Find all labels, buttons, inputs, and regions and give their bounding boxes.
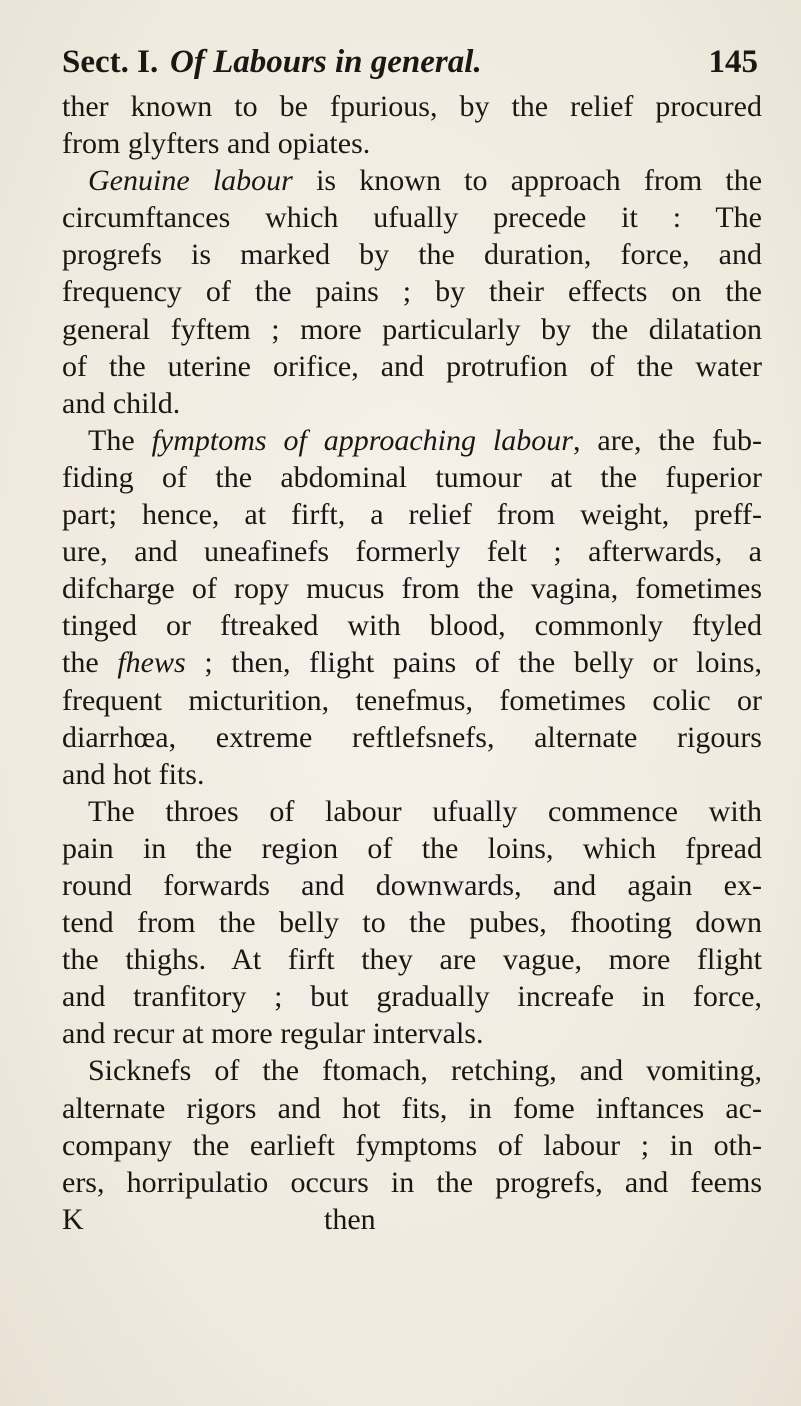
text-line <box>62 422 762 459</box>
text-line <box>62 682 762 719</box>
line-text: tend from the belly to the pubes, fhooting down <box>62 906 762 940</box>
line-lead: The <box>88 423 152 457</box>
line-text: , are, the fub- <box>572 423 762 457</box>
line-text: The throes of labour ufually commence with <box>88 794 762 828</box>
italic-phrase: Genuine labour <box>88 164 293 198</box>
line-text: part; hence, at firft, a relief from weight, preff- <box>62 498 762 532</box>
text-line <box>62 867 762 904</box>
text-line <box>62 125 762 162</box>
line-text: diarrhœa, extreme reftlefsnefs, alternate rigours <box>62 720 762 754</box>
text-line <box>62 236 762 273</box>
running-header <box>52 44 758 84</box>
text-line <box>62 88 762 125</box>
text-line <box>62 1127 762 1164</box>
line-text: is known to approach from the <box>292 164 763 198</box>
text-line <box>62 459 762 496</box>
text-line <box>62 1015 762 1052</box>
signature-mark: K <box>62 1202 84 1236</box>
text-line <box>62 385 762 422</box>
line-lead: the <box>62 646 118 680</box>
line-text: ers, horripulatio occurs in the progrefs, and feems <box>62 1165 762 1199</box>
text-line <box>62 793 762 830</box>
line-text: round forwards and downwards, and again ex- <box>62 868 762 902</box>
italic-phrase: fhews <box>117 646 186 680</box>
line-text: company the earlieft fymptoms of labour ; in oth- <box>62 1128 762 1162</box>
line-text: and hot fits. <box>62 757 205 791</box>
text-line <box>62 1052 762 1089</box>
line-text: general fyftem ; more particularly by the dilatation <box>62 312 762 346</box>
body-text <box>62 88 762 1238</box>
text-line <box>62 941 762 978</box>
section-label: Sect. I. <box>62 44 159 80</box>
line-text: and child. <box>62 386 181 420</box>
text-line <box>62 570 762 607</box>
line-text: the thighs. At firft they are vague, more flight <box>62 943 762 977</box>
text-line <box>62 199 762 236</box>
line-text: pain in the region of the loins, which fpread <box>62 831 762 865</box>
text-line <box>62 607 762 644</box>
text-line <box>62 348 762 385</box>
line-text: and recur at more regular intervals. <box>62 1017 484 1051</box>
line-text: tinged or ftreaked with blood, commonly ftyled <box>62 609 762 643</box>
line-text: ; then, flight pains of the belly or loins, <box>185 646 762 680</box>
line-text: frequent micturition, tenefmus, fometimes colic or <box>62 683 762 717</box>
text-line <box>62 162 762 199</box>
text-line <box>62 496 762 533</box>
running-title: Of Labours in general. <box>170 44 482 80</box>
text-line <box>62 904 762 941</box>
text-line <box>62 533 762 570</box>
text-line <box>62 644 762 681</box>
line-text: of the uterine orifice, and protrufion of the water <box>62 349 762 383</box>
text-line <box>62 311 762 348</box>
text-line <box>62 1090 762 1127</box>
line-text: Sicknefs of the ftomach, retching, and vomiting, <box>88 1054 762 1088</box>
line-text: progrefs is marked by the duration, force, and <box>62 238 762 272</box>
line-text: from glyfters and opiates. <box>62 127 371 161</box>
text-line <box>62 1164 762 1201</box>
text-line <box>62 978 762 1015</box>
line-text: fiding of the abdominal tumour at the fuperior <box>62 460 762 494</box>
page-footer <box>62 1201 762 1238</box>
line-text: and tranfitory ; but gradually increafe in force, <box>62 980 762 1014</box>
line-text: frequency of the pains ; by their effects on the <box>62 275 762 309</box>
text-line <box>62 719 762 756</box>
text-line <box>62 756 762 793</box>
line-text: ure, and uneafinefs formerly felt ; afterwards, a <box>62 535 762 569</box>
page-number: 145 <box>708 44 758 80</box>
line-text: alternate rigors and hot fits, in fome inftances ac- <box>62 1091 762 1125</box>
catchword: then <box>324 1202 376 1236</box>
line-text: ther known to be fpurious, by the relief procured <box>62 90 762 123</box>
text-line <box>62 830 762 867</box>
text-line <box>62 273 762 310</box>
line-text: difcharge of ropy mucus from the vagina, fometimes <box>62 572 762 606</box>
line-text: circumftances which ufually precede it : The <box>62 201 762 235</box>
italic-phrase: fymptoms of approaching labour <box>151 423 573 457</box>
